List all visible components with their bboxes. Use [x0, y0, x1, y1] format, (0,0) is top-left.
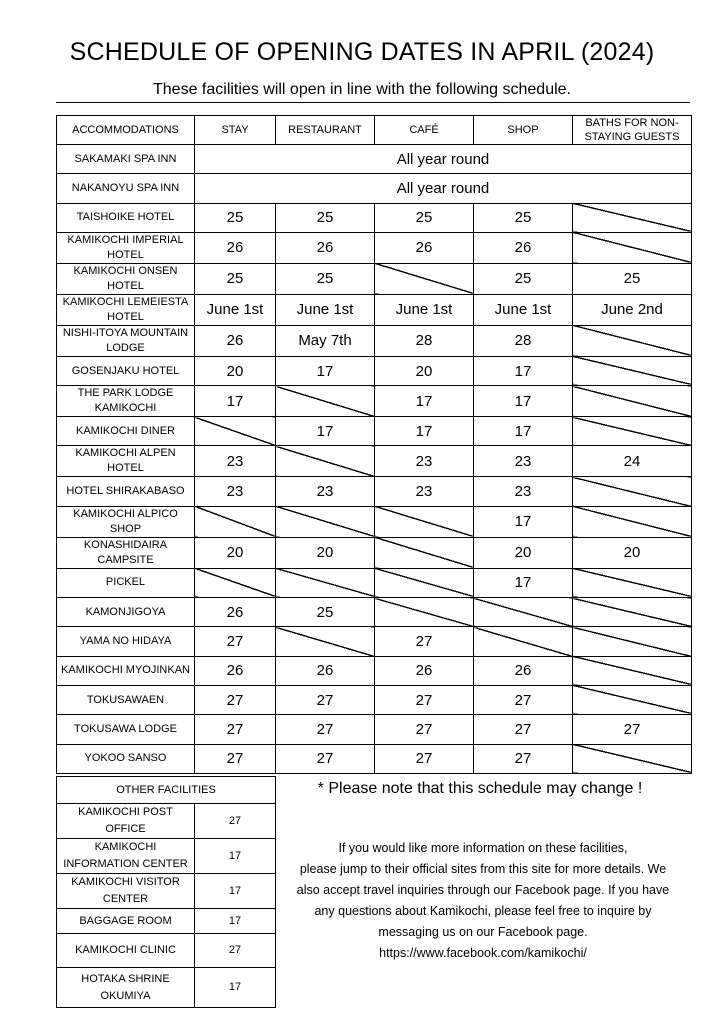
cafe-closed-cell	[375, 537, 474, 568]
baths-closed-cell	[573, 386, 692, 417]
other-facility-name: HOTAKA SHRINE OKUMIYA	[57, 968, 195, 1008]
other-header-row	[57, 777, 276, 804]
page-subtitle: These facilities will open in line with the following schedule.	[153, 81, 571, 98]
shop-date-cell: 20	[474, 537, 573, 568]
other-facility-date: 27	[195, 804, 276, 839]
restaurant-date-cell: 20	[276, 537, 375, 568]
table-row	[57, 656, 692, 685]
shop-date-cell: 27	[474, 715, 573, 744]
stay-date-cell: 20	[195, 537, 276, 568]
stay-date-cell: 23	[195, 477, 276, 506]
cafe-date-cell: 26	[375, 232, 474, 263]
table-row	[57, 715, 692, 744]
stay-date-cell: 26	[195, 325, 276, 356]
restaurant-date-cell: 25	[276, 203, 375, 232]
stay-date-cell: 27	[195, 685, 276, 714]
baths-closed-cell	[573, 568, 692, 597]
all-year-round-cell: All year round	[195, 145, 692, 174]
other-facility-row	[57, 934, 276, 968]
stay-closed-cell	[195, 506, 276, 537]
info-line: please jump to their official sites from this site for more details. We	[299, 862, 667, 876]
cafe-date-cell: 17	[375, 417, 474, 446]
baths-closed-cell	[573, 685, 692, 714]
cafe-date-cell: 27	[375, 744, 474, 773]
cafe-date-cell: 27	[375, 627, 474, 656]
table-row	[57, 325, 692, 356]
cafe-closed-cell	[375, 598, 474, 627]
baths-closed-cell	[573, 627, 692, 656]
cafe-closed-cell	[375, 263, 474, 294]
title-divider	[56, 102, 690, 103]
other-facility-date: 17	[195, 839, 276, 874]
table-row	[57, 174, 692, 203]
cafe-date-cell: 28	[375, 325, 474, 356]
other-facility-row	[57, 909, 276, 934]
other-facility-row	[57, 804, 276, 839]
stay-date-cell: 26	[195, 656, 276, 685]
other-facility-date: 17	[195, 909, 276, 934]
other-facility-date: 17	[195, 968, 276, 1008]
stay-closed-cell	[195, 417, 276, 446]
table-row	[57, 263, 692, 294]
shop-date-cell: June 1st	[474, 294, 573, 325]
table-row	[57, 294, 692, 325]
header-restaurant: RESTAURANT	[276, 116, 375, 145]
other-facility-row	[57, 839, 276, 874]
restaurant-date-cell: 27	[276, 685, 375, 714]
stay-date-cell: June 1st	[195, 294, 276, 325]
shop-date-cell: 27	[474, 744, 573, 773]
facility-name: NAKANOYU SPA INN	[57, 174, 195, 203]
table-row	[57, 537, 692, 568]
other-facility-row	[57, 968, 276, 1008]
restaurant-date-cell: 17	[276, 417, 375, 446]
shop-date-cell: 17	[474, 568, 573, 597]
restaurant-date-cell: 25	[276, 598, 375, 627]
cafe-date-cell: June 1st	[375, 294, 474, 325]
facility-name: KAMIKOCHI LEMEIESTA HOTEL	[57, 294, 195, 325]
shop-date-cell: 25	[474, 263, 573, 294]
restaurant-date-cell: 25	[276, 263, 375, 294]
shop-date-cell: 23	[474, 477, 573, 506]
info-line: any questions about Kamikochi, please feel free to inquire by	[314, 904, 652, 918]
cafe-date-cell: 17	[375, 386, 474, 417]
baths-closed-cell	[573, 356, 692, 385]
baths-date-cell: 24	[573, 446, 692, 477]
other-facilities-table	[56, 776, 276, 1008]
info-paragraph	[278, 838, 688, 964]
cafe-date-cell: 25	[375, 203, 474, 232]
baths-date-cell: 20	[573, 537, 692, 568]
other-facility-name: KAMIKOCHI CLINIC	[57, 934, 195, 968]
facility-name: NISHI-ITOYA MOUNTAIN LODGE	[57, 325, 195, 356]
facility-name: PICKEL	[57, 568, 195, 597]
cafe-date-cell: 26	[375, 656, 474, 685]
cafe-closed-cell	[375, 568, 474, 597]
other-facility-name: KAMIKOCHI INFORMATION CENTER	[57, 839, 195, 874]
cafe-date-cell: 23	[375, 446, 474, 477]
facility-name: SAKAMAKI SPA INN	[57, 145, 195, 174]
facility-name: KAMIKOCHI IMPERIAL HOTEL	[57, 232, 195, 263]
other-facilities-header: OTHER FACILITIES	[57, 777, 276, 804]
shop-date-cell: 26	[474, 656, 573, 685]
table-row	[57, 627, 692, 656]
facility-name: GOSENJAKU HOTEL	[57, 356, 195, 385]
all-year-round-cell: All year round	[195, 174, 692, 203]
schedule-table	[56, 115, 692, 774]
shop-closed-cell	[474, 598, 573, 627]
header-cafe: CAFÉ	[375, 116, 474, 145]
schedule-change-note: * Please note that this schedule may change !	[317, 780, 643, 797]
shop-date-cell: 28	[474, 325, 573, 356]
baths-closed-cell	[573, 477, 692, 506]
shop-closed-cell	[474, 627, 573, 656]
baths-closed-cell	[573, 506, 692, 537]
info-line: also accept travel inquiries through our Facebook page. If you have	[296, 883, 670, 897]
restaurant-date-cell: 27	[276, 715, 375, 744]
facility-name: KAMIKOCHI DINER	[57, 417, 195, 446]
other-facility-row	[57, 874, 276, 909]
baths-closed-cell	[573, 325, 692, 356]
restaurant-closed-cell	[276, 627, 375, 656]
facility-name: KAMIKOCHI ALPICO SHOP	[57, 506, 195, 537]
shop-date-cell: 25	[474, 203, 573, 232]
other-facility-date: 27	[195, 934, 276, 968]
shop-date-cell: 17	[474, 386, 573, 417]
other-facility-date: 17	[195, 874, 276, 909]
stay-date-cell: 27	[195, 627, 276, 656]
table-row	[57, 477, 692, 506]
stay-date-cell: 26	[195, 232, 276, 263]
stay-date-cell: 20	[195, 356, 276, 385]
table-row	[57, 744, 692, 773]
baths-closed-cell	[573, 744, 692, 773]
other-facility-name: KAMIKOCHI VISITOR CENTER	[57, 874, 195, 909]
table-row	[57, 506, 692, 537]
restaurant-date-cell: 26	[276, 656, 375, 685]
info-line: If you would like more information on these facilities,	[338, 841, 628, 855]
schedule-header-row	[57, 116, 692, 145]
cafe-closed-cell	[375, 506, 474, 537]
cafe-date-cell: 27	[375, 715, 474, 744]
cafe-date-cell: 20	[375, 356, 474, 385]
facility-name: TAISHOIKE HOTEL	[57, 203, 195, 232]
restaurant-date-cell: 27	[276, 744, 375, 773]
facility-name: KONASHIDAIRA CAMPSITE	[57, 537, 195, 568]
facility-name: KAMIKOCHI ALPEN HOTEL	[57, 446, 195, 477]
baths-closed-cell	[573, 203, 692, 232]
other-facility-name: BAGGAGE ROOM	[57, 909, 195, 934]
baths-date-cell: June 2nd	[573, 294, 692, 325]
shop-date-cell: 17	[474, 356, 573, 385]
facility-name: YOKOO SANSO	[57, 744, 195, 773]
restaurant-closed-cell	[276, 446, 375, 477]
stay-date-cell: 17	[195, 386, 276, 417]
table-row	[57, 203, 692, 232]
page-title: SCHEDULE OF OPENING DATES IN APRIL (2024)	[69, 38, 655, 66]
header-accommodations: ACCOMMODATIONS	[57, 116, 195, 145]
baths-closed-cell	[573, 232, 692, 263]
baths-closed-cell	[573, 417, 692, 446]
stay-date-cell: 25	[195, 203, 276, 232]
table-row	[57, 568, 692, 597]
facility-name: THE PARK LODGE KAMIKOCHI	[57, 386, 195, 417]
baths-date-cell: 27	[573, 715, 692, 744]
table-row	[57, 356, 692, 385]
restaurant-closed-cell	[276, 506, 375, 537]
shop-date-cell: 23	[474, 446, 573, 477]
table-row	[57, 145, 692, 174]
baths-closed-cell	[573, 656, 692, 685]
table-row	[57, 598, 692, 627]
facility-name: KAMIKOCHI MYOJINKAN	[57, 656, 195, 685]
other-facility-name: KAMIKOCHI POST OFFICE	[57, 804, 195, 839]
header-baths: BATHS FOR NON-STAYING GUESTS	[573, 116, 692, 145]
stay-date-cell: 23	[195, 446, 276, 477]
restaurant-date-cell: June 1st	[276, 294, 375, 325]
header-shop: SHOP	[474, 116, 573, 145]
facility-name: HOTEL SHIRAKABASO	[57, 477, 195, 506]
stay-date-cell: 25	[195, 263, 276, 294]
restaurant-date-cell: 17	[276, 356, 375, 385]
cafe-date-cell: 27	[375, 685, 474, 714]
table-row	[57, 417, 692, 446]
table-row	[57, 685, 692, 714]
shop-date-cell: 17	[474, 506, 573, 537]
stay-date-cell: 27	[195, 715, 276, 744]
facility-name: TOKUSAWA LODGE	[57, 715, 195, 744]
table-row	[57, 446, 692, 477]
shop-date-cell: 27	[474, 685, 573, 714]
facility-name: YAMA NO HIDAYA	[57, 627, 195, 656]
stay-date-cell: 26	[195, 598, 276, 627]
shop-date-cell: 26	[474, 232, 573, 263]
header-stay: STAY	[195, 116, 276, 145]
stay-closed-cell	[195, 568, 276, 597]
restaurant-date-cell: May 7th	[276, 325, 375, 356]
baths-date-cell: 25	[573, 263, 692, 294]
facility-name: KAMONJIGOYA	[57, 598, 195, 627]
facility-name: TOKUSAWAEN	[57, 685, 195, 714]
table-row	[57, 386, 692, 417]
restaurant-date-cell: 23	[276, 477, 375, 506]
restaurant-closed-cell	[276, 386, 375, 417]
restaurant-date-cell: 26	[276, 232, 375, 263]
shop-date-cell: 17	[474, 417, 573, 446]
baths-closed-cell	[573, 598, 692, 627]
cafe-date-cell: 23	[375, 477, 474, 506]
facebook-link[interactable]: https://www.facebook.com/kamikochi/	[379, 946, 587, 960]
stay-date-cell: 27	[195, 744, 276, 773]
info-line: messaging us on our Facebook page.	[378, 925, 588, 939]
restaurant-closed-cell	[276, 568, 375, 597]
facility-name: KAMIKOCHI ONSEN HOTEL	[57, 263, 195, 294]
table-row	[57, 232, 692, 263]
